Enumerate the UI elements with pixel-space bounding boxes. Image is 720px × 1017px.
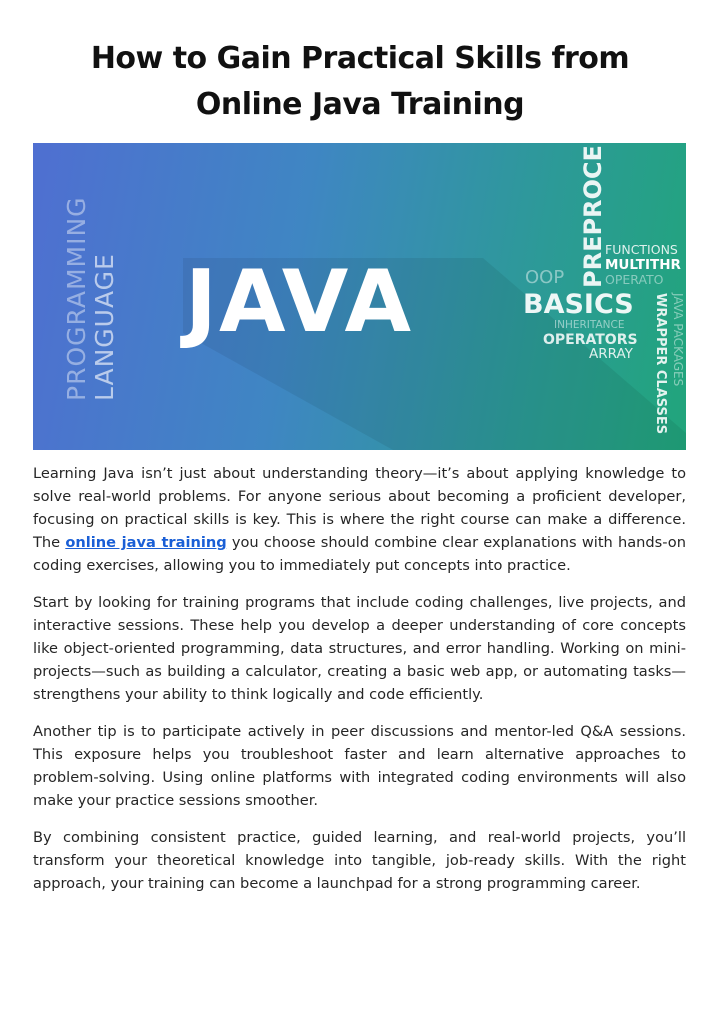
banner-word-java-packages: JAVA PACKAGES bbox=[671, 293, 685, 387]
paragraph-1-end: you choose should combine clear explanations with hands-on coding exercises, allowing you to immediately put concepts into practice. bbox=[33, 534, 686, 574]
banner-word-basics: BASICS bbox=[523, 289, 634, 320]
banner-word-array: ARRAY bbox=[589, 346, 633, 362]
banner-word-language: LANGUAGE bbox=[90, 253, 119, 401]
java-banner-image bbox=[33, 143, 686, 450]
paragraph-1 bbox=[33, 462, 686, 577]
banner-word-operators-faded: OPERATO bbox=[605, 272, 664, 287]
banner-word-functions: FUNCTIONS bbox=[605, 242, 678, 257]
banner-headline-java: JAVA bbox=[185, 252, 413, 352]
paragraph-4: By combining consistent practice, guided learning, and real-world projects, you’ll transform your theoretical knowledge into tangible, job-ready skills. With the right approach, your training can become a launchpad for a strong programming career. bbox=[33, 829, 686, 892]
online-java-training-link[interactable]: online java training bbox=[65, 534, 227, 551]
paragraph-2: Start by looking for training programs that include coding challenges, live projects, and interactive sessions. These help you develop a deeper understanding of core concepts like object-oriented programming, data structures, and error handling. Working on mini-projects—such as building a calculator, creating a basic web app, or automating tasks—strengthens your ability to think logically and code efficiently. bbox=[33, 594, 686, 703]
banner-word-programming: PROGRAMMING bbox=[62, 196, 91, 401]
title-line-1: How to Gain Practical Skills from bbox=[90, 41, 630, 76]
title-line-2: Online Java Training bbox=[195, 87, 525, 122]
banner-word-oop: OOP bbox=[525, 267, 565, 288]
article-body bbox=[33, 462, 686, 909]
banner-word-multithreading: MULTITHR bbox=[605, 257, 681, 273]
paragraph-3: Another tip is to participate actively in peer discussions and mentor-led Q&A sessions. This exposure helps you troubleshoot faster and learn alternative approaches to problem-solving. Using online platforms with integrated coding environments will also make your practice sessions smoother. bbox=[33, 723, 686, 809]
banner-word-inheritance: INHERITANCE bbox=[554, 319, 625, 331]
banner-word-wrapper-classes: WRAPPER CLASSES bbox=[653, 293, 668, 435]
paragraph-1-start: Learning Java isn’t just about understanding theory—it’s about applying knowledge to solve real-world problems. For anyone serious about becoming a proficient developer, focusing on practical skills is key. This is where the right course can make a difference. The bbox=[33, 465, 686, 551]
banner-word-preprocessor: PREPROCE bbox=[579, 145, 607, 288]
page-title bbox=[40, 36, 680, 128]
banner-word-operators: OPERATORS bbox=[543, 332, 638, 348]
